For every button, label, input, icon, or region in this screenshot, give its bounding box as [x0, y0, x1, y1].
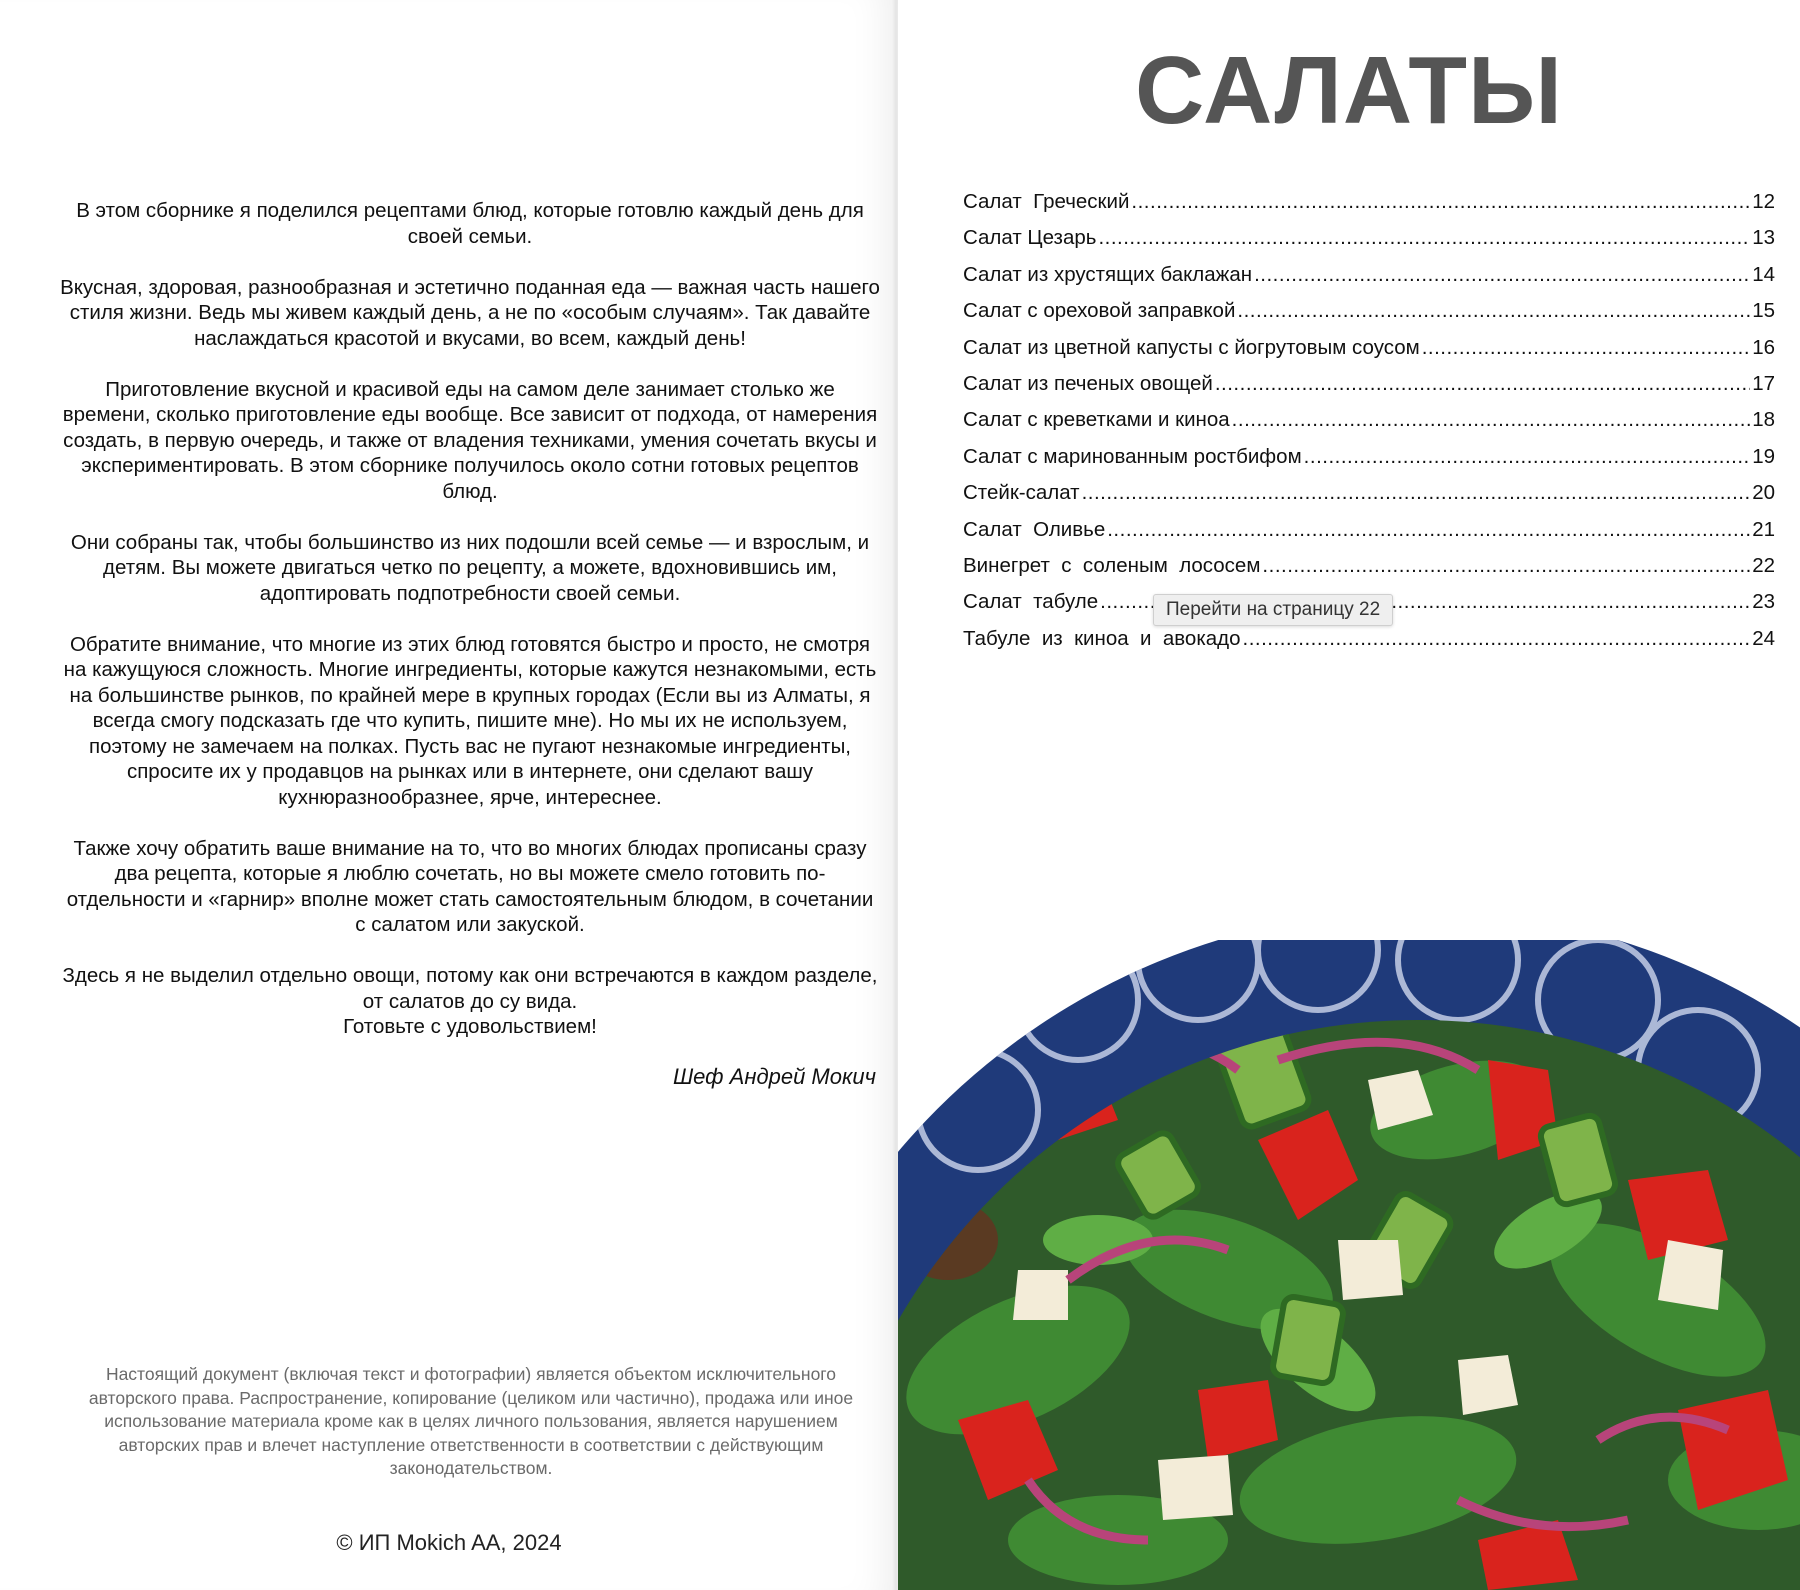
toc-leader-dots: [1107, 518, 1750, 542]
intro-paragraph: Здесь я не выделил отдельно овощи, потому как они встречаются в каждом разделе, от салатов до су вида.: [62, 964, 878, 1013]
author-signature: Шеф Андрей Мокич: [672, 1064, 876, 1089]
toc-title: Салат из хрустящих баклажан: [963, 262, 1253, 286]
toc-leader-dots: [1131, 190, 1750, 214]
link-tooltip: Перейти на страницу 22: [1153, 594, 1393, 626]
toc-link[interactable]: [963, 190, 1775, 226]
toc-leader-dots: [1215, 372, 1750, 396]
toc-page-number: 23: [1752, 590, 1775, 614]
toc-title: Салат с ореховой заправкой: [963, 299, 1236, 323]
toc-title: Салат Цезарь: [963, 226, 1097, 250]
intro-paragraph: Обратите внимание, что многие из этих блюд готовятся быстро и просто, не смотря на кажущуюся сложность. Многие ингредиенты, которые кажутся незнакомыми, есть на большинстве рынков, по крайней мере в крупных городах (Если вы из Алматы, я всегда смогу подсказать где что купить, пишите мне). Но мы их не используем, поэтому не замечаем на полках. Пусть вас не пугают незнакомые ингредиенты, спросите их у продавцов на рынках или в интернете, они сделают вашу кухнюразнообразнее, ярче, интереснее.: [63, 632, 877, 809]
toc-link[interactable]: [963, 408, 1775, 444]
toc-title: Салат Греческий: [963, 190, 1130, 213]
right-page: [898, 0, 1800, 1590]
toc-leader-dots: [1232, 408, 1751, 432]
toc-title: Салат из цветной капусты с йогрутовым соусом: [963, 335, 1420, 359]
toc-title: Салат Оливье: [963, 517, 1106, 541]
copyright-line: © ИП Mokich AA, 2024: [336, 1530, 562, 1555]
toc-link[interactable]: [963, 445, 1775, 481]
toc-page-number: 13: [1752, 226, 1775, 250]
toc-link[interactable]: [963, 299, 1775, 335]
toc-leader-dots: [1262, 554, 1750, 578]
toc-page-number: 14: [1752, 262, 1775, 286]
toc-link[interactable]: [963, 263, 1775, 299]
toc-leader-dots: [1304, 445, 1751, 469]
toc-page-number: 17: [1752, 371, 1775, 395]
toc-title: Салат табуле: [963, 590, 1099, 614]
toc-leader-dots: [1237, 299, 1750, 323]
salad-photo: [898, 940, 1800, 1590]
toc-page-number: 24: [1752, 626, 1775, 650]
toc-title: Салат с креветками и киноа: [963, 408, 1230, 432]
toc-link[interactable]: [963, 336, 1775, 372]
toc-page-number: 15: [1752, 299, 1775, 323]
table-of-contents: [963, 190, 1775, 663]
toc-leader-dots: [1254, 263, 1750, 287]
toc-page-number: 20: [1752, 481, 1775, 505]
intro-text: [60, 198, 880, 1065]
toc-link[interactable]: [963, 372, 1775, 408]
toc-page-number: 16: [1752, 335, 1775, 359]
toc-link[interactable]: [963, 481, 1775, 517]
toc-page-number: 19: [1752, 444, 1775, 468]
intro-paragraph: Также хочу обратить ваше внимание на то, что во многих блюдах прописаны сразу два рецепта, которые я люблю сочетать, но вы можете смело готовить по-отдельности и «гарнир» вполне может стать самостоятельным блюдом, в сочетании с салатом или закуской.: [66, 836, 874, 936]
toc-leader-dots: [1082, 481, 1751, 505]
left-page: [0, 0, 898, 1590]
intro-paragraph: Приготовление вкусной и красивой еды на самом деле занимает столько же времени, сколько приготовление еды вообще. Все зависит от подхода, от намерения создать, в первую очередь, и также от владения техниками, умения сочетать вкусы и экспериментировать. В этом сборнике получилось около сотни готовых рецептов блюд.: [62, 377, 878, 503]
intro-paragraph: В этом сборнике я поделился рецептами блюд, которые готовлю каждый день для своей семьи.: [76, 199, 864, 248]
toc-title: Салат из печеных овощей: [963, 371, 1213, 395]
intro-paragraph: Вкусная, здоровая, разнообразная и эстетично поданная еда — важная часть нашего стиля жизни. Ведь мы живем каждый день, а не по «особым случаям». Так давайте наслаждаться красотой и вкусами, во всем, каждый день!: [60, 275, 880, 350]
toc-leader-dots: [1422, 336, 1751, 360]
section-title: САЛАТЫ: [1135, 37, 1563, 144]
toc-link[interactable]: [963, 518, 1775, 554]
intro-paragraph: Они собраны так, чтобы большинство из них подошли всей семье — и взрослым, и детям. Вы можете двигаться четко по рецепту, а можете, вдохновившись им, адоптировать подпотребности своей семьи.: [70, 530, 870, 605]
copyright-notice: Настоящий документ (включая текст и фотографии) является объектом исключительного авторского права. Распространение, копирование (целиком или частично), продажа или иное использование материала кроме как в целях личного пользования, является нарушением авторских прав и влечет наступление ответственности в соответствии с действующим законодательством.: [88, 1364, 854, 1478]
toc-page-number: 21: [1752, 517, 1775, 541]
toc-page-number: 18: [1752, 408, 1775, 432]
toc-leader-dots: [1243, 627, 1751, 651]
toc-title: Табуле из киноа и авокадо: [963, 626, 1241, 650]
toc-page-number: 12: [1752, 190, 1775, 213]
toc-leader-dots: [1098, 226, 1750, 250]
toc-link[interactable]: [963, 226, 1775, 262]
closing-line: Готовьте с удовольствием!: [343, 1015, 597, 1038]
toc-title: Салат с маринованным ростбифом: [963, 444, 1302, 468]
toc-page-number: 22: [1752, 553, 1775, 577]
toc-link[interactable]: [963, 627, 1775, 663]
toc-link[interactable]: [963, 554, 1775, 590]
toc-title: Стейк-салат: [963, 481, 1080, 505]
toc-title: Винегрет с соленым лососем: [963, 553, 1261, 577]
